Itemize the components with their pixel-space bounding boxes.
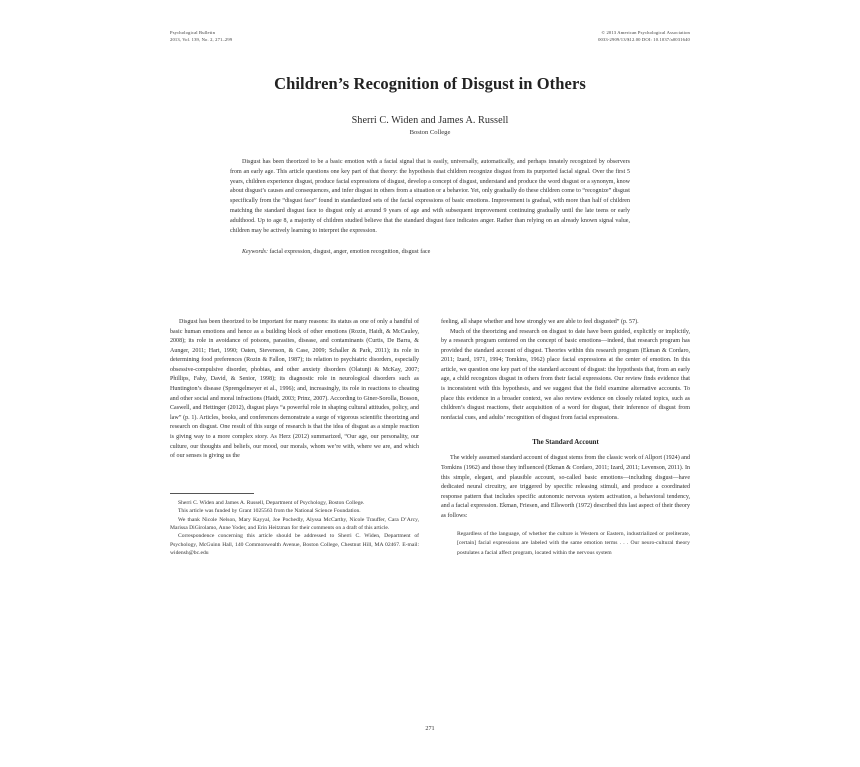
masthead-left: [170, 30, 232, 43]
block-quote-ekman-1972: Regardless of the language, of whether the culture is Western or Eastern, industrialized or preliterate, [certain] facial expressions are labeled with the same emotion terms . . . Our neuro-cultural theory postulates a facial affect program, located within the nervous system: [457, 531, 690, 556]
keywords-line: [230, 248, 630, 257]
body-columns: [170, 318, 690, 558]
left-column-paragraph-1: Disgust has been theorized to be important for many reasons: its status as one of only a handful of basic human emotions and hence as a building block of other emotions (Rozin, Haidt, & McCauley, 2008); its role in avoidance of poisons, parasites, disease, and contaminants (Curtis, De Barra, & Aunger, 2011; Hart, 1990; Oaten, Stevenson, & Case, 2009; Schaller & Park, 2011); its role in determining food preferences (Rozin & Fallon, 1987); its relation to psychiatric disorders, especially obsessive-compulsive disorder, phobias, and other anxiety disorders (Olatunji & McKay, 2007; Phillips, Fahy, David, & Senior, 1998); its diagnostic role in neurological disorders such as Huntington’s disease (Sprengelmeyer et al., 1996); and, increasingly, its role in reactions to cheating and other social and moral infractions (Haidt, 2003; Prinz, 2007). According to Giner-Sorolla, Bosson, Caswell, and Hettinger (2012), disgust plays “a powerful role in shaping cultural attitudes, policy, and law” (p. 1). Articles, books, and conferences demonstrate a surge of vigorous scientific theorizing and research on disgust. One result of this surge of research is that the idea of disgust as a simple reaction is giving way to a more complex story. As Herz (2012) summarized, “Our age, our personality, our culture, our thoughts and beliefs, our mood, our morals, whom we’re with, where we are, and which of our senses is giving us the: [170, 319, 419, 460]
copyright-line: © 2013 American Psychological Association: [601, 30, 690, 35]
page-sheet: [170, 30, 690, 745]
journal-name: Psychological Bulletin: [170, 30, 216, 35]
keywords-label: Keywords:: [242, 249, 268, 256]
footnote-funding: This article was funded by Grant 1025563 from the National Science Foundation.: [178, 508, 361, 515]
masthead-right: [598, 30, 690, 43]
keywords-value: facial expression, disgust, anger, emotion recognition, disgust face: [269, 249, 431, 256]
issn-doi-line: 0033-2909/13/$12.00 DOI: 10.1037/a0031640: [598, 36, 690, 42]
page-number: 271: [425, 725, 435, 732]
article-title: Children’s Recognition of Disgust in Others: [274, 74, 586, 94]
footnote-acknowledgments: We thank Nicole Nelson, Mary Kayyal, Joe Pochedly, Alyssa McCarthy, Nicole Trauffer, Cara D’Arcy, Marissa DiGirolamo, Anne Yoder, and Erin Heitzman for their comments on a draft of this article.: [170, 516, 419, 531]
right-column-paragraph-1: Much of the theorizing and research on disgust to date have been guided, explicitly or implicitly, by a research program centered on the concept of basic emotions—indeed, that research program has provided the standard account of disgust. Theories within this research program (Ekman & Cordaro, 2011; Izard, 1971, 1994; Tomkins, 1962) place facial expressions at the center of emotion. In this article, we question one key part of the standard account of disgust: the hypothesis that, from an early age, a child recognizes disgust in others from their facial expressions. Our review finds evidence that is inconsistent with this hypothesis, and we suggest that the field examine alternative accounts. To place this evidence in a broader context, we also review evidence on closely related topics, such as children’s disgust reactions, their acquisition of a word for disgust, their inference of disgust from nonfacial cues, and adults’ recognition of disgust from facial expressions.: [441, 328, 690, 421]
footnote-correspondence: Correspondence concerning this article should be addressed to Sherri C. Widen, Department of Psychology, McGuinn Hall, 140 Commonwealth Avenue, Boston College, Chestnut Hill, MA 02467. E-mail: widensh@bc.edu: [170, 533, 419, 557]
author-affiliation: Boston College: [409, 129, 451, 137]
right-column: [441, 318, 690, 558]
standard-account-paragraph-1: The widely assumed standard account of disgust stems from the classic work of Allport (1924) and Tomkins (1962) and those they influenced (Ekman & Cordaro, 2011; Izard, 2011; Levenson, 2011). In this simple, elegant, and plausible account, so-called basic emotions—including disgust—have dedicated neural circuitry, are triggered by specific releasing stimuli, and produce a coordinated response pattern that includes specific autonomic nervous system activation, a behavioral tendency, and a facial expression. Ekman, Friesen, and Ellsworth (1972) described this last aspect of their theory as follows:: [441, 455, 690, 519]
footnote-divider: [170, 493, 254, 494]
section-heading-standard-account: The Standard Account: [532, 439, 599, 447]
article-authors: Sherri C. Widen and James A. Russell: [351, 115, 509, 127]
abstract-text: Disgust has been theorized to be a basic emotion with a facial signal that is easily, universally, automatically, and perhaps innately recognized by observers from an early age. This article questions one key part of that theory: the hypothesis that children recognize disgust from its purported facial signal. Over the first 5 years, children experience disgust, produce facial expressions of disgust, develop a concept of disgust, understand and produce the word disgust or a synonym, know about disgust’s causes and consequences, and infer disgust in others from a situation or a behavior. Yet, only gradually do these children come to “recognize” disgust specifically from the “disgust face” found in standardized sets of the facial expressions of basic emotions. Improvement is gradual, with more than half of children matching the standard disgust face to disgust only at around 9 years of age and with subsequent improvement continuing gradually until the late teens or early adulthood. Up to age 8, a majority of children studied believe that the standard disgust face indicates anger. Rather than relying on an already known signal value, children may be actively learning to interpret the expression.: [230, 159, 630, 234]
masthead: [170, 30, 690, 43]
left-column: [170, 318, 419, 558]
journal-volume-line: 2013, Vol. 139, No. 2, 271–299: [170, 36, 233, 42]
footnote-affiliation: Sherri C. Widen and James A. Russell, Department of Psychology, Boston College.: [178, 499, 365, 506]
footnote-block: [170, 493, 419, 558]
right-column-continued-paragraph: feeling, all shape whether and how strongly we are able to feel disgusted” (p. 57).: [441, 319, 639, 325]
